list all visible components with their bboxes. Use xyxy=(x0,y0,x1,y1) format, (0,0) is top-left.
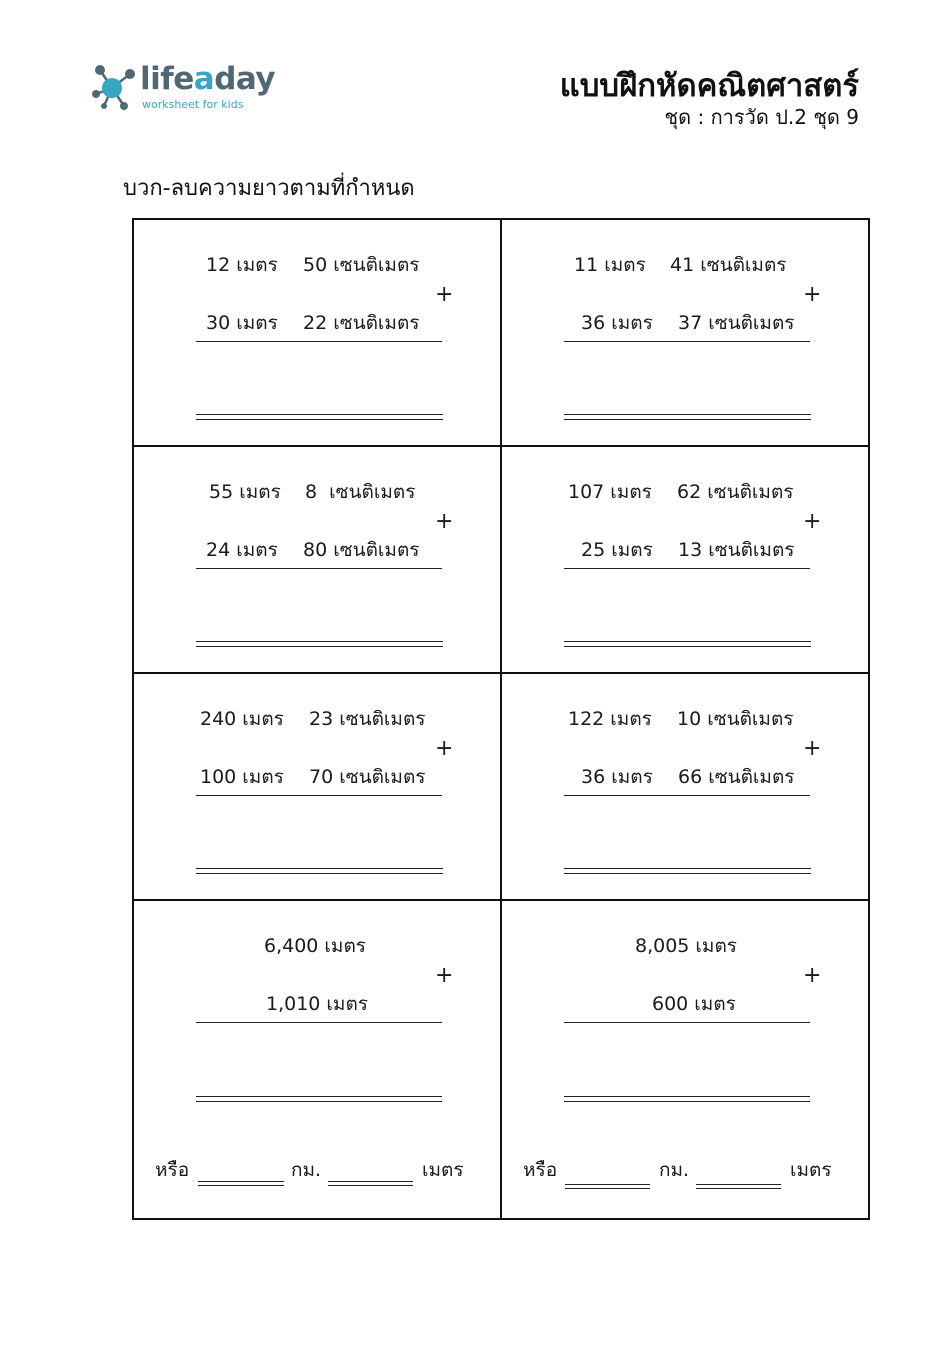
m-label: เมตร xyxy=(422,1159,464,1181)
sum-line xyxy=(196,1022,442,1023)
m-blank[interactable] xyxy=(696,1184,781,1189)
km-blank[interactable] xyxy=(565,1184,650,1189)
bottom-meters: 24 เมตร xyxy=(206,539,278,561)
brand-logo xyxy=(90,60,290,116)
top-meters: 240 เมตร xyxy=(200,708,284,730)
bottom-meters: 100 เมตร xyxy=(200,766,284,788)
problem-cell-3 xyxy=(132,445,500,672)
bottom-centimeters: 66 เซนติเมตร xyxy=(678,766,795,788)
answer-line[interactable] xyxy=(564,868,811,874)
top-meters: 122 เมตร xyxy=(568,708,652,730)
bottom-centimeters: 13 เซนติเมตร xyxy=(678,539,795,561)
top-meters: 11 เมตร xyxy=(574,254,646,276)
sum-line xyxy=(564,795,810,796)
plus-sign: + xyxy=(435,282,454,307)
or-label: หรือ xyxy=(155,1159,190,1181)
km-label: กม. xyxy=(659,1159,690,1181)
bottom-meters: 25 เมตร xyxy=(581,539,653,561)
problem-cell-4 xyxy=(502,445,870,672)
top-centimeters: 62 เซนติเมตร xyxy=(677,481,794,503)
problem-cell-1 xyxy=(132,218,500,445)
answer-line[interactable] xyxy=(564,1096,810,1102)
or-label: หรือ xyxy=(523,1159,558,1181)
brand-name: lifeaday xyxy=(140,61,276,97)
problem-cell-8 xyxy=(502,899,870,1220)
sum-line xyxy=(196,341,442,342)
sum-line xyxy=(564,341,810,342)
plus-sign: + xyxy=(435,509,454,534)
bottom-meters: 30 เมตร xyxy=(206,312,278,334)
answer-line[interactable] xyxy=(196,868,443,874)
sum-line xyxy=(564,1022,810,1023)
problem-cell-7 xyxy=(132,899,500,1220)
brand-tagline: worksheet for kids xyxy=(142,98,244,111)
top-meters: 6,400 เมตร xyxy=(264,935,366,957)
top-meters: 107 เมตร xyxy=(568,481,652,503)
top-centimeters: 10 เซนติเมตร xyxy=(677,708,794,730)
answer-line[interactable] xyxy=(196,641,443,647)
answer-line[interactable] xyxy=(196,414,443,420)
bottom-centimeters: 22 เซนติเมตร xyxy=(303,312,420,334)
m-label: เมตร xyxy=(790,1159,832,1181)
instruction-text: บวก-ลบความยาวตามที่กำหนด xyxy=(123,176,415,201)
bottom-meters: 36 เมตร xyxy=(581,312,653,334)
plus-sign: + xyxy=(435,736,454,761)
bottom-meters: 36 เมตร xyxy=(581,766,653,788)
plus-sign: + xyxy=(435,963,454,988)
km-blank[interactable] xyxy=(198,1181,284,1186)
bottom-centimeters: 70 เซนติเมตร xyxy=(309,766,426,788)
bottom-meters: 600 เมตร xyxy=(652,993,736,1015)
top-centimeters: 23 เซนติเมตร xyxy=(309,708,426,730)
top-centimeters: 50 เซนติเมตร xyxy=(303,254,420,276)
page-subtitle: ชุด : การวัด ป.2 ชุด 9 xyxy=(664,105,859,129)
plus-sign: + xyxy=(803,509,822,534)
sum-line xyxy=(196,568,442,569)
top-centimeters: 8 เซนติเมตร xyxy=(305,481,416,503)
problem-cell-6 xyxy=(502,672,870,899)
top-meters: 8,005 เมตร xyxy=(635,935,737,957)
bottom-centimeters: 80 เซนติเมตร xyxy=(303,539,420,561)
top-meters: 12 เมตร xyxy=(206,254,278,276)
top-centimeters: 41 เซนติเมตร xyxy=(670,254,787,276)
km-label: กม. xyxy=(291,1159,322,1181)
molecule-logo-icon xyxy=(90,60,138,112)
sum-line xyxy=(196,795,442,796)
plus-sign: + xyxy=(803,963,822,988)
problem-cell-2 xyxy=(502,218,870,445)
bottom-meters: 1,010 เมตร xyxy=(266,993,368,1015)
sum-line xyxy=(564,568,810,569)
plus-sign: + xyxy=(803,282,822,307)
bottom-centimeters: 37 เซนติเมตร xyxy=(678,312,795,334)
answer-line[interactable] xyxy=(196,1096,442,1102)
page-title: แบบฝึกหัดคณิตศาสตร์ xyxy=(559,68,859,104)
top-meters: 55 เมตร xyxy=(209,481,281,503)
problem-cell-5 xyxy=(132,672,500,899)
m-blank[interactable] xyxy=(328,1181,413,1186)
plus-sign: + xyxy=(803,736,822,761)
answer-line[interactable] xyxy=(564,414,811,420)
answer-line[interactable] xyxy=(564,641,811,647)
